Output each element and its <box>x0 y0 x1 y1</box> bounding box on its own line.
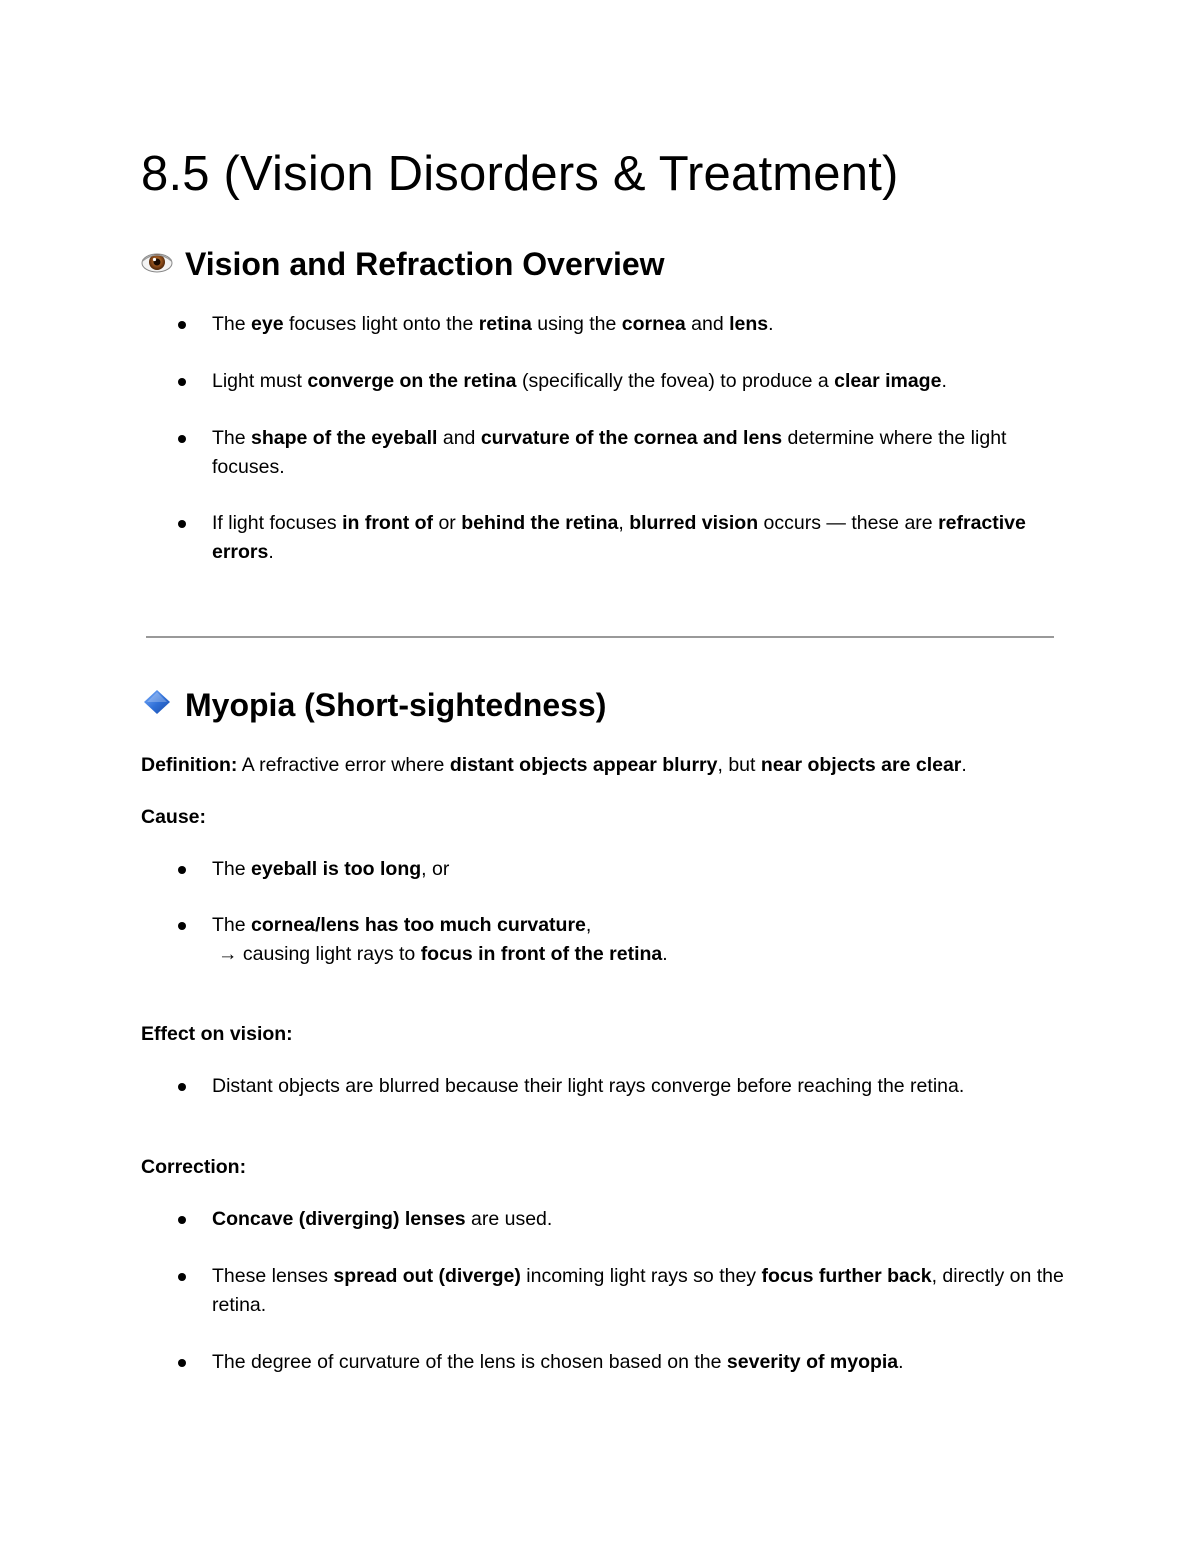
eye-icon <box>141 247 173 279</box>
list-item: Light must converge on the retina (specifically the fovea) to produce a clear image. <box>212 367 1072 396</box>
list-item: The shape of the eyeball and curvature of the cornea and lens determine where the light focuses. <box>212 424 1072 482</box>
list-item: The eyeball is too long, or <box>212 855 1072 884</box>
list-item: The cornea/lens has too much curvature, → causing light rays to focus in front of the retina. <box>212 911 1072 969</box>
list-item: Distant objects are blurred because their light rays converge before reaching the retina. <box>212 1072 1072 1101</box>
myopia-section-heading <box>141 685 606 725</box>
list-item: Concave (diverging) lenses are used. <box>212 1205 1072 1234</box>
myopia-heading-text: Myopia (Short-sightedness) <box>185 687 607 723</box>
effect-label: Effect on vision: <box>141 1023 293 1045</box>
list-item: If light focuses in front of or behind the retina, blurred vision occurs — these are refractive errors. <box>212 509 1072 567</box>
blue-diamond-icon <box>141 688 173 720</box>
section-divider <box>146 636 1054 638</box>
vision-section-heading <box>141 244 665 284</box>
list-item: The eye focuses light onto the retina using the cornea and lens. <box>212 310 1072 339</box>
page-title: 8.5 (Vision Disorders & Treatment) <box>141 147 899 201</box>
list-item: The degree of curvature of the lens is chosen based on the severity of myopia. <box>212 1348 1072 1377</box>
cause-label: Cause: <box>141 806 207 828</box>
correction-label: Correction: <box>141 1156 247 1178</box>
list-item: These lenses spread out (diverge) incoming light rays so they focus further back, directly on the retina. <box>212 1262 1072 1320</box>
vision-heading-text: Vision and Refraction Overview <box>185 246 665 282</box>
definition-paragraph: Definition: A refractive error where distant objects appear blurry, but near objects are clear. <box>141 754 967 776</box>
